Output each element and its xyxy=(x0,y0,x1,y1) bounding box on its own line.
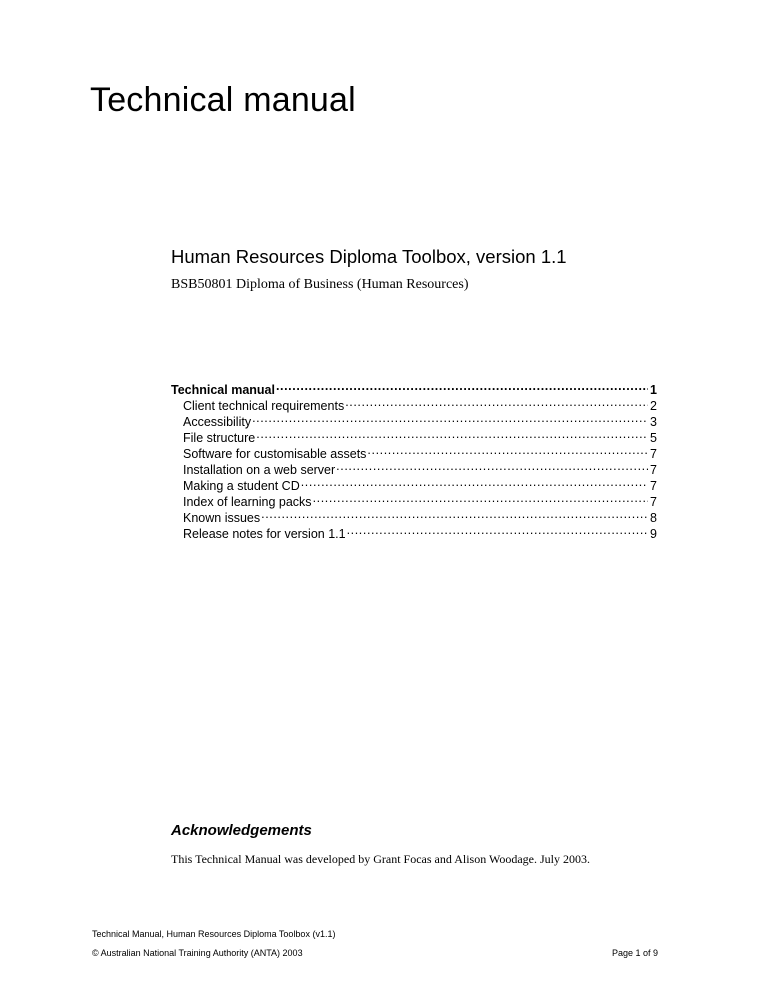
table-of-contents xyxy=(171,378,657,541)
toc-entry-label: Making a student CD xyxy=(183,479,300,493)
toc-entry-page: 7 xyxy=(650,495,657,509)
toc-entry-page: 7 xyxy=(650,463,657,477)
toc-entry-page: 3 xyxy=(650,415,657,429)
toc-entry-page: 2 xyxy=(650,399,657,413)
toc-entry-label: Installation on a web server xyxy=(183,463,336,477)
toc-entry-label: File structure xyxy=(183,431,256,445)
toc-entry-label: Release notes for version 1.1 xyxy=(183,527,346,541)
toc-entry-label: Accessibility xyxy=(183,415,252,429)
qualification-code: BSB50801 Diploma of Business (Human Resources) xyxy=(171,277,469,292)
toc-entry-page: 9 xyxy=(650,527,657,541)
toc-dot-leader xyxy=(336,458,648,474)
toc-dot-leader xyxy=(261,506,648,522)
document-subtitle: Human Resources Diploma Toolbox, version 1.1 xyxy=(171,246,567,267)
toc-entry-page: 7 xyxy=(650,447,657,461)
toc-entry-label: Technical manual xyxy=(171,383,275,397)
toc-dot-leader xyxy=(256,426,648,442)
toc-dot-leader xyxy=(345,394,648,410)
toc-entry-label: Known issues xyxy=(183,511,261,525)
toc-dot-leader xyxy=(347,522,648,538)
toc-entry-page: 7 xyxy=(650,479,657,493)
footer-page-number: Page 1 of 9 xyxy=(611,948,658,958)
toc-dot-leader xyxy=(276,378,648,394)
footer-copyright: © Australian National Training Authority (ANTA) 2003 xyxy=(92,948,303,958)
toc-entry-label: Index of learning packs xyxy=(183,495,312,509)
toc-entry-label: Client technical requirements xyxy=(183,399,345,413)
page-footer xyxy=(92,928,658,960)
toc-entry-page: 8 xyxy=(650,511,657,525)
toc-entry-label: Software for customisable assets xyxy=(183,447,367,461)
toc-dot-leader xyxy=(313,490,648,506)
toc-dot-leader xyxy=(301,474,648,490)
page-title: Technical manual xyxy=(90,81,356,119)
footer-doc-ref: Technical Manual, Human Resources Diploma Toolbox (v1.1) xyxy=(92,929,336,939)
toc-dot-leader xyxy=(367,442,648,458)
toc-dot-leader xyxy=(252,410,648,426)
toc-entry-page: 1 xyxy=(650,383,657,397)
toc-entry[interactable] xyxy=(171,378,657,397)
toc-entry-page: 5 xyxy=(650,431,657,445)
acknowledgements-heading: Acknowledgements xyxy=(171,822,312,839)
acknowledgements-text: This Technical Manual was developed by Grant Focas and Alison Woodage. July 2003. xyxy=(171,852,591,866)
